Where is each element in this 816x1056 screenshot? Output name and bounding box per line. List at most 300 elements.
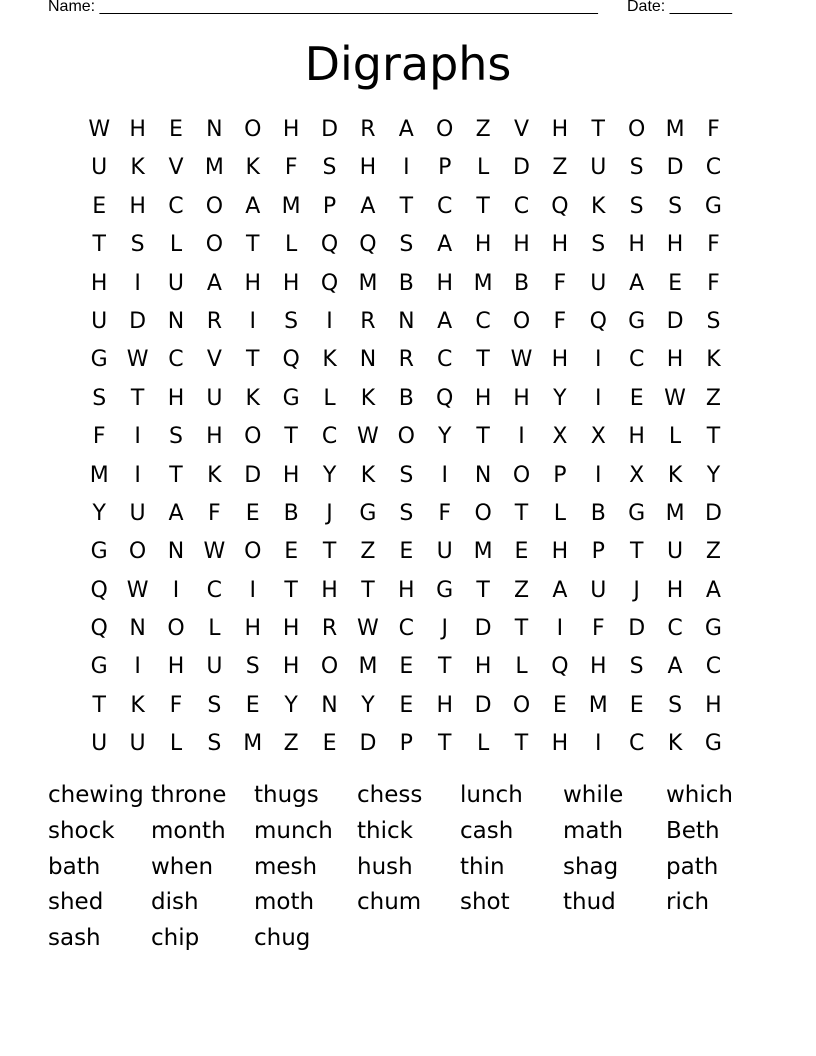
grid-letter[interactable]: J [326,500,333,526]
grid-letter[interactable]: V [206,347,222,373]
grid-letter[interactable]: N [398,308,415,334]
grid-letter[interactable]: T [130,385,145,411]
grid-letter[interactable]: Q [320,232,339,258]
grid-letter[interactable]: O [205,193,224,219]
grid-letter[interactable]: Q [551,193,569,219]
grid-letter[interactable]: U [129,500,146,526]
grid-letter[interactable]: K [322,347,337,373]
grid-letter[interactable]: U [206,385,223,411]
grid-letter[interactable]: C [168,347,184,373]
grid-letter[interactable]: C [513,193,530,219]
grid-letter[interactable]: A [168,500,184,526]
grid-letter[interactable]: S [706,308,721,334]
grid-letter[interactable]: F [553,308,567,334]
grid-letter[interactable]: I [595,462,602,488]
grid-letter[interactable]: H [666,232,684,258]
grid-letter[interactable]: D [666,308,684,334]
grid-letter[interactable]: X [590,424,606,450]
grid-letter[interactable]: D [704,500,722,526]
grid-letter[interactable]: E [245,500,260,526]
grid-letter[interactable]: L [668,424,682,450]
grid-letter[interactable]: T [284,577,298,603]
grid-letter[interactable]: M [243,731,263,757]
grid-letter[interactable]: T [476,577,490,603]
grid-letter[interactable]: S [92,385,107,411]
grid-letter[interactable]: H [590,654,607,680]
grid-letter[interactable]: R [398,347,414,373]
grid-letter[interactable]: C [437,193,453,219]
grid-letter[interactable]: M [665,117,685,142]
grid-letter[interactable]: D [129,308,147,334]
grid-letter[interactable]: L [208,616,221,642]
grid-letter[interactable]: T [169,462,183,488]
grid-letter[interactable]: W [203,539,226,565]
grid-letter[interactable]: S [130,232,145,258]
grid-letter[interactable]: T [514,500,529,526]
grid-letter[interactable]: H [551,232,569,258]
grid-letter[interactable]: K [667,462,683,488]
grid-row [80,303,734,341]
grid-letter[interactable]: H [436,692,453,718]
grid-letter[interactable]: I [403,155,410,181]
grid-letter[interactable]: C [667,616,683,642]
grid-letter[interactable]: O [436,117,454,142]
grid-letter[interactable]: C [705,654,722,680]
grid-letter[interactable]: H [282,616,300,642]
grid-letter[interactable]: D [474,692,492,718]
grid-letter[interactable]: P [553,462,567,488]
grid-letter[interactable]: A [437,308,453,334]
grid-letter[interactable]: O [244,117,262,142]
grid-letter[interactable]: Q [589,308,607,334]
grid-letter[interactable]: V [513,117,530,142]
grid-letter[interactable]: H [666,347,684,373]
grid-letter[interactable]: Y [361,692,375,718]
grid-letter[interactable]: S [629,193,644,219]
grid-letter[interactable]: O [512,308,531,334]
grid-letter[interactable]: Y [553,385,567,411]
grid-letter[interactable]: F [553,270,567,296]
grid-letter[interactable]: N [359,347,377,373]
grid-letter[interactable]: M [473,539,493,565]
grid-letter[interactable]: L [285,232,298,258]
grid-letter[interactable]: E [399,539,414,565]
grid-letter[interactable]: I [134,462,141,488]
grid-letter[interactable]: S [399,232,414,258]
grid-letter[interactable]: T [437,654,452,680]
grid-letter[interactable]: F [284,155,298,181]
grid-letter[interactable]: K [591,193,606,219]
grid-letter[interactable]: G [359,500,377,526]
grid-letter[interactable]: O [128,539,147,565]
grid-letter[interactable]: H [90,270,108,296]
grid-letter[interactable]: T [246,347,260,373]
grid-letter[interactable]: I [134,270,141,296]
grid-letter[interactable]: C [475,308,491,334]
grid-letter[interactable]: V [168,155,184,181]
grid-letter[interactable]: I [441,462,448,488]
grid-letter[interactable]: K [667,731,683,757]
grid-letter[interactable]: H [167,654,185,680]
grid-letter[interactable]: R [360,308,376,334]
grid-letter[interactable]: M [473,270,493,296]
grid-letter[interactable]: G [704,731,722,757]
grid-letter[interactable]: I [134,424,141,450]
grid-letter[interactable]: I [326,308,333,334]
grid-letter[interactable]: C [628,347,645,373]
grid-letter[interactable]: S [629,654,644,680]
grid-letter[interactable]: L [476,731,490,757]
grid-letter[interactable]: O [244,424,262,450]
grid-letter[interactable]: M [358,270,378,296]
grid-letter[interactable]: Y [284,692,298,718]
grid-letter[interactable]: G [704,193,722,219]
grid-letter[interactable]: K [360,385,376,411]
grid-letter[interactable]: Y [92,500,106,526]
grid-letter[interactable]: B [283,500,299,526]
grid-letter[interactable]: O [512,462,531,488]
grid-letter[interactable]: H [628,424,645,450]
grid-letter[interactable]: A [206,270,222,296]
grid-letter[interactable]: C [321,424,338,450]
grid-letter[interactable]: T [476,347,490,373]
word-list-item: chess [357,782,423,808]
grid-letter[interactable]: I [249,577,256,603]
grid-letter[interactable]: D [474,616,492,642]
grid-letter[interactable]: E [284,539,299,565]
grid-letter[interactable]: E [169,117,183,142]
grid-letter[interactable]: Z [705,539,721,565]
grid-row [80,188,734,226]
grid-letter[interactable]: O [320,654,339,680]
grid-letter[interactable]: Q [436,385,454,411]
grid-letter[interactable]: O [244,539,262,565]
grid-letter[interactable]: E [552,692,567,718]
grid-letter[interactable]: M [204,155,224,181]
grid-letter[interactable]: I [249,308,256,334]
grid-letter[interactable]: F [169,692,183,718]
grid-letter[interactable]: U [206,654,223,680]
grid-letter[interactable]: F [591,616,605,642]
grid-letter[interactable]: W [126,347,149,373]
grid-letter[interactable]: H [551,117,569,142]
grid-letter[interactable]: A [705,577,721,603]
grid-letter[interactable]: K [245,385,260,411]
grid-letter[interactable]: G [704,616,722,642]
grid-letter[interactable]: P [591,539,605,565]
grid-letter[interactable]: Z [552,155,568,181]
grid-letter[interactable]: Z [513,577,530,603]
grid-letter[interactable]: N [321,692,338,718]
grid-letter[interactable]: L [169,731,183,757]
grid-letter[interactable]: C [628,731,645,757]
grid-letter[interactable]: K [130,692,145,718]
grid-letter[interactable]: H [436,270,453,296]
grid-letter[interactable]: S [322,155,337,181]
grid-letter[interactable]: A [667,654,683,680]
grid-letter[interactable]: Z [283,731,299,757]
grid-letter[interactable]: K [130,155,145,181]
grid-letter[interactable]: S [245,654,260,680]
grid-letter[interactable]: G [90,654,108,680]
grid-letter[interactable]: T [92,692,106,718]
grid-letter[interactable]: L [515,654,528,680]
grid-letter[interactable]: T [284,424,298,450]
grid-letter[interactable]: L [169,232,183,258]
grid-letter[interactable]: W [88,117,111,142]
grid-letter[interactable]: P [399,731,413,757]
word-list-item: shock [48,817,115,844]
grid-letter[interactable]: M [588,692,608,718]
grid-letter[interactable]: Y [706,462,721,488]
grid-letter[interactable]: P [322,193,337,219]
grid-letter[interactable]: I [556,616,564,642]
grid-letter[interactable]: E [399,692,414,718]
grid-letter[interactable]: S [668,193,683,219]
grid-letter[interactable]: N [129,616,146,642]
grid-letter[interactable]: Y [437,424,452,450]
grid-letter[interactable]: M [89,462,109,488]
grid-letter[interactable]: S [207,692,222,718]
grid-letter[interactable]: H [398,577,415,603]
grid-letter[interactable]: T [399,193,414,219]
grid-letter[interactable]: S [168,424,183,450]
grid-letter[interactable]: M [281,193,301,219]
grid-letter[interactable]: U [667,539,684,565]
word-list-item: shag [563,853,619,880]
grid-letter[interactable]: D [321,117,339,142]
grid-letter[interactable]: S [399,462,414,488]
grid-letter[interactable]: W [357,424,379,450]
grid-letter[interactable]: S [668,692,683,718]
grid-letter[interactable]: H [551,347,569,373]
grid-letter[interactable]: U [590,155,607,181]
grid-letter[interactable]: H [474,654,492,680]
grid-letter[interactable]: O [628,117,646,142]
grid-letter[interactable]: L [553,500,567,526]
grid-letter[interactable]: E [629,692,644,718]
grid-letter[interactable]: A [629,270,645,296]
grid-letter[interactable]: U [590,577,607,603]
grid-letter[interactable]: W [510,347,533,373]
grid-letter[interactable]: S [399,500,414,526]
grid-letter[interactable]: L [323,385,336,411]
grid-letter[interactable]: B [590,500,606,526]
grid-letter[interactable]: D [628,616,646,642]
grid-letter[interactable]: E [514,539,529,565]
page-title: Digraphs [304,37,512,91]
grid-letter[interactable]: O [205,232,224,258]
grid-letter[interactable]: S [591,232,606,258]
grid-letter[interactable]: A [245,193,261,219]
grid-letter[interactable]: S [207,731,222,757]
grid-letter[interactable]: H [666,577,684,603]
grid-letter[interactable]: E [668,270,682,296]
grid-letter[interactable]: Z [360,539,376,565]
grid-letter[interactable]: F [707,117,720,142]
grid-letter[interactable]: C [398,616,414,642]
grid-letter[interactable]: D [244,462,262,488]
grid-letter[interactable]: I [595,731,602,757]
grid-letter[interactable]: K [245,155,260,181]
grid-letter[interactable]: O [167,616,185,642]
grid-letter[interactable]: C [206,577,223,603]
grid-letter[interactable]: U [129,731,146,757]
grid-letter[interactable]: D [359,731,377,757]
grid-letter[interactable]: K [706,347,721,373]
grid-letter[interactable]: W [126,577,149,603]
grid-letter[interactable]: G [436,577,454,603]
grid-letter[interactable]: H [551,539,569,565]
grid-letter[interactable]: I [518,424,525,450]
grid-letter[interactable]: R [206,308,223,334]
grid-letter[interactable]: H [129,193,146,219]
grid-letter[interactable]: F [208,500,221,526]
grid-letter[interactable]: H [244,270,262,296]
grid-letter[interactable]: W [664,385,686,411]
grid-letter[interactable]: T [246,232,260,258]
grid-letter[interactable]: E [92,193,107,219]
grid-letter[interactable]: B [513,270,530,296]
grid-letter[interactable]: Q [551,654,569,680]
grid-letter[interactable]: H [628,232,645,258]
grid-letter[interactable]: D [513,155,530,181]
grid-letter[interactable]: E [629,385,644,411]
grid-letter[interactable]: T [361,577,375,603]
grid-letter[interactable]: N [167,308,185,334]
grid-letter[interactable]: T [706,424,721,450]
grid-letter[interactable]: C [437,347,453,373]
grid-letter[interactable]: T [437,731,452,757]
grid-letter[interactable]: Q [90,616,108,642]
grid-letter[interactable]: U [91,731,108,757]
grid-letter[interactable]: H [513,385,530,411]
grid-letter[interactable]: G [628,500,646,526]
grid-letter[interactable]: C [168,193,184,219]
grid-letter[interactable]: I [134,654,141,680]
grid-letter[interactable]: X [552,424,568,450]
grid-letter[interactable]: J [441,616,448,642]
grid-letter[interactable]: O [397,424,415,450]
grid-letter[interactable]: N [206,117,223,142]
grid-letter[interactable]: Q [90,577,108,603]
grid-letter[interactable]: G [628,308,646,334]
grid-letter[interactable]: B [398,270,414,296]
grid-letter[interactable]: F [707,232,720,258]
grid-letter[interactable]: C [705,155,722,181]
word-list-item: rich [666,889,710,916]
grid-letter[interactable]: G [282,385,300,411]
grid-letter[interactable]: H [282,462,300,488]
grid-letter[interactable]: T [514,731,529,757]
grid-letter[interactable]: X [629,462,645,488]
grid-letter[interactable]: E [399,654,414,680]
grid-letter[interactable]: H [551,731,569,757]
grid-row [80,149,734,187]
grid-letter[interactable]: G [90,347,108,373]
grid-letter[interactable]: Z [475,117,491,142]
grid-letter[interactable]: F [92,424,106,450]
grid-letter[interactable]: U [91,308,108,334]
grid-letter[interactable]: H [244,616,262,642]
grid-letter[interactable]: S [284,308,299,334]
grid-letter[interactable]: D [666,155,684,181]
grid-letter[interactable]: U [167,270,185,296]
grid-letter[interactable]: S [629,155,644,181]
grid-letter[interactable]: B [398,385,414,411]
word-list-item: bath [48,853,101,880]
grid-letter[interactable]: T [591,117,605,142]
grid-letter[interactable]: F [707,270,720,296]
grid-letter[interactable]: Y [322,462,337,488]
grid-letter[interactable]: N [167,539,185,565]
grid-letter[interactable]: G [90,539,108,565]
grid-letter[interactable]: T [92,232,106,258]
word-list-item: lunch [460,782,523,808]
grid-letter[interactable]: F [438,500,452,526]
grid-letter[interactable]: I [595,385,602,411]
grid-letter[interactable]: Q [320,270,339,296]
grid-letter[interactable]: U [590,270,607,296]
grid-letter[interactable]: H [167,385,185,411]
grid-letter[interactable]: T [322,539,337,565]
grid-letter[interactable]: I [595,347,602,373]
grid-letter[interactable]: M [358,654,378,680]
grid-letter[interactable]: T [476,193,490,219]
grid-letter[interactable]: E [245,692,260,718]
grid-letter[interactable]: H [705,692,722,718]
grid-letter[interactable]: H [513,232,530,258]
grid-letter[interactable]: L [476,155,490,181]
grid-letter[interactable]: W [357,616,379,642]
grid-letter[interactable]: A [437,232,453,258]
grid-letter[interactable]: O [474,500,492,526]
grid-letter[interactable]: H [474,232,492,258]
grid-letter[interactable]: T [476,424,490,450]
grid-letter[interactable]: K [207,462,222,488]
grid-letter[interactable]: T [514,616,529,642]
grid-letter[interactable]: N [474,462,492,488]
grid-letter[interactable]: P [438,155,452,181]
grid-letter[interactable]: K [360,462,376,488]
grid-letter[interactable]: R [321,616,338,642]
grid-letter[interactable]: M [665,500,685,526]
grid-letter[interactable]: Q [282,347,300,373]
grid-letter[interactable]: H [474,385,492,411]
grid-row [80,380,734,418]
grid-letter[interactable]: E [322,731,337,757]
grid-letter[interactable]: A [360,193,376,219]
grid-letter[interactable]: O [512,692,531,718]
grid-letter[interactable]: R [360,117,376,142]
grid-letter[interactable]: J [633,577,640,603]
grid-letter[interactable]: H [282,117,300,142]
grid-letter[interactable]: U [436,539,453,565]
grid-letter[interactable]: H [321,577,338,603]
grid-letter[interactable]: Q [359,232,377,258]
grid-letter[interactable]: U [91,155,108,181]
grid-letter[interactable]: A [398,117,414,142]
grid-letter[interactable]: I [172,577,180,603]
grid-letter[interactable]: T [629,539,644,565]
grid-letter[interactable]: A [552,577,568,603]
grid-letter[interactable]: H [359,155,377,181]
grid-letter[interactable]: Z [705,385,721,411]
grid-letter[interactable]: H [282,270,300,296]
grid-letter[interactable]: H [282,654,300,680]
grid-letter[interactable]: H [206,424,223,450]
grid-letter[interactable]: H [129,117,146,142]
